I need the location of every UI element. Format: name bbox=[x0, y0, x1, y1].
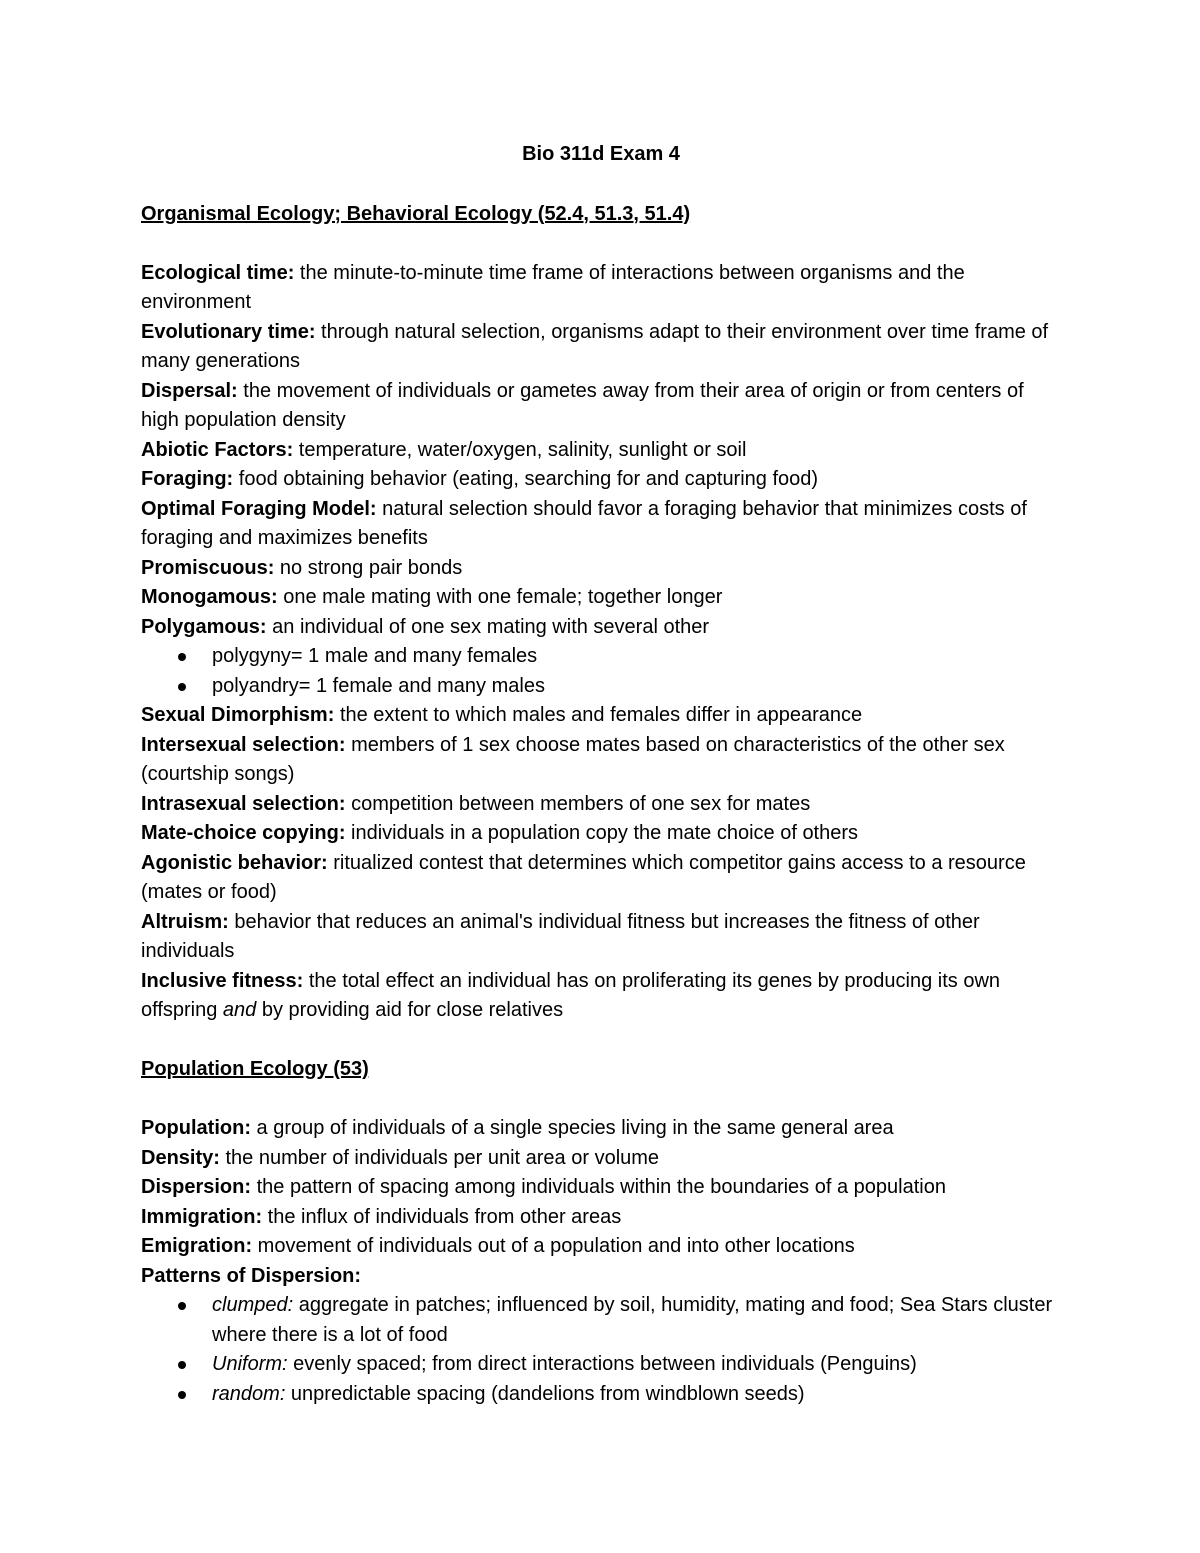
term-definition: members of 1 sex choose mates based on characteristics of the other sex (courtship songs) bbox=[141, 733, 1005, 785]
term-label: Intersexual selection: bbox=[141, 733, 346, 756]
term-label: Intrasexual selection: bbox=[141, 792, 346, 815]
bullet-icon bbox=[178, 683, 186, 691]
term-label: Agonistic behavior: bbox=[141, 851, 328, 874]
term-label: Patterns of Dispersion: bbox=[141, 1264, 362, 1287]
polygamy-bullet-list bbox=[141, 642, 1061, 701]
list-item-text: aggregate in patches; influenced by soil, humidity, mating and food; Sea Stars cluster where there is a lot of food bbox=[212, 1294, 1053, 1346]
term-entry bbox=[141, 1232, 1061, 1262]
term-definition: the minute-to-minute time frame of interactions between organisms and the environment bbox=[141, 261, 965, 313]
term-entry bbox=[141, 1144, 1061, 1174]
term-entry bbox=[141, 1114, 1061, 1144]
list-item-label: random: bbox=[212, 1382, 286, 1405]
term-definition: the influx of individuals from other areas bbox=[262, 1205, 622, 1228]
term-definition: the total effect an individual has on proliferating its genes by producing its own offspring bbox=[141, 969, 1001, 1021]
spacer bbox=[141, 229, 1061, 259]
term-entry bbox=[141, 495, 1061, 554]
term-label: Immigration: bbox=[141, 1205, 263, 1228]
document-title: Bio 311d Exam 4 bbox=[522, 143, 680, 165]
list-item-text: evenly spaced; from direct interactions between individuals (Penguins) bbox=[287, 1353, 917, 1375]
term-label: Optimal Foraging Model: bbox=[141, 497, 377, 520]
term-entry bbox=[141, 819, 1061, 849]
term-definition: movement of individuals out of a population and into other locations bbox=[252, 1235, 855, 1257]
term-entry bbox=[141, 1262, 1061, 1292]
spacer bbox=[141, 1026, 1061, 1056]
term-entry bbox=[141, 790, 1061, 820]
list-item bbox=[141, 1291, 1061, 1350]
document-page bbox=[141, 140, 1061, 1409]
term-definition: the movement of individuals or gametes away from their area of origin or from centers of high population density bbox=[141, 379, 1024, 431]
bullet-icon bbox=[178, 1361, 186, 1369]
term-definition: no strong pair bonds bbox=[274, 556, 463, 579]
term-definition: by providing aid for close relatives bbox=[256, 999, 564, 1021]
term-label: Altruism: bbox=[141, 910, 229, 933]
term-label: Promiscuous: bbox=[141, 556, 275, 579]
list-item bbox=[141, 672, 1061, 702]
term-definition-emphasis: and bbox=[222, 999, 257, 1021]
term-definition: behavior that reduces an animal's individual fitness but increases the fitness of other individuals bbox=[141, 910, 980, 962]
term-definition: temperature, water/oxygen, salinity, sunlight or soil bbox=[293, 438, 747, 461]
term-entry bbox=[141, 583, 1061, 613]
term-entry bbox=[141, 1173, 1061, 1203]
term-label: Emigration: bbox=[141, 1235, 253, 1257]
term-label: Ecological time: bbox=[141, 261, 295, 284]
list-item-text: polyandry= 1 female and many males bbox=[212, 674, 545, 697]
term-definition: a group of individuals of a single species living in the same general area bbox=[250, 1117, 894, 1139]
term-definition: the pattern of spacing among individuals within the boundaries of a population bbox=[251, 1176, 946, 1198]
section-heading-organismal-ecology: Organismal Ecology; Behavioral Ecology (52.4, 51.3, 51.4) bbox=[141, 202, 691, 225]
term-entry bbox=[141, 259, 1061, 318]
term-label: Mate-choice copying: bbox=[141, 822, 346, 844]
term-label: Sexual Dimorphism: bbox=[141, 704, 335, 726]
term-entry bbox=[141, 967, 1061, 1026]
term-label: Polygamous: bbox=[141, 615, 267, 638]
term-label: Dispersion: bbox=[141, 1176, 252, 1198]
term-label: Density: bbox=[141, 1146, 220, 1169]
spacer bbox=[141, 170, 1061, 200]
term-entry bbox=[141, 908, 1061, 967]
term-label: Abiotic Factors: bbox=[141, 438, 294, 461]
term-entry bbox=[141, 465, 1061, 495]
term-label: Inclusive fitness: bbox=[141, 969, 304, 992]
term-label: Foraging: bbox=[141, 468, 234, 490]
term-definition: an individual of one sex mating with several other bbox=[266, 615, 710, 638]
list-item bbox=[141, 642, 1061, 672]
bullet-icon bbox=[178, 1302, 186, 1310]
list-item-label: Uniform: bbox=[212, 1353, 288, 1375]
term-label: Evolutionary time: bbox=[141, 320, 316, 343]
term-entry bbox=[141, 1203, 1061, 1233]
list-item-label: clumped: bbox=[212, 1294, 294, 1316]
term-definition: through natural selection, organisms adapt to their environment over time frame of many generations bbox=[141, 320, 1049, 372]
term-entry bbox=[141, 701, 1061, 731]
term-entry bbox=[141, 731, 1061, 790]
list-item-text: polygyny= 1 male and many females bbox=[212, 645, 538, 667]
term-label: Dispersal: bbox=[141, 379, 238, 402]
bullet-icon bbox=[178, 1391, 186, 1399]
term-definition: the extent to which males and females differ in appearance bbox=[334, 704, 863, 726]
term-definition: the number of individuals per unit area or volume bbox=[219, 1146, 660, 1169]
list-item bbox=[141, 1350, 1061, 1380]
term-entry bbox=[141, 613, 1061, 643]
term-entry bbox=[141, 377, 1061, 436]
section-heading-population-ecology: Population Ecology (53) bbox=[141, 1058, 369, 1080]
term-label: Monogamous: bbox=[141, 586, 278, 608]
term-definition: individuals in a population copy the mate choice of others bbox=[345, 822, 859, 844]
term-definition: ritualized contest that determines which competitor gains access to a resource (mates or food) bbox=[141, 851, 1026, 903]
spacer bbox=[141, 1085, 1061, 1115]
term-entry bbox=[141, 849, 1061, 908]
term-entry bbox=[141, 554, 1061, 584]
list-item bbox=[141, 1380, 1061, 1410]
term-definition: food obtaining behavior (eating, searching for and capturing food) bbox=[233, 468, 819, 490]
term-entry bbox=[141, 436, 1061, 466]
term-definition: competition between members of one sex for mates bbox=[345, 792, 811, 815]
bullet-icon bbox=[178, 653, 186, 661]
term-label: Population: bbox=[141, 1117, 251, 1139]
dispersion-bullet-list bbox=[141, 1291, 1061, 1409]
list-item-text: unpredictable spacing (dandelions from windblown seeds) bbox=[285, 1382, 805, 1405]
term-entry bbox=[141, 318, 1061, 377]
term-definition: natural selection should favor a foraging behavior that minimizes costs of foraging and maximizes benefits bbox=[141, 497, 1027, 549]
term-definition: one male mating with one female; together longer bbox=[277, 586, 723, 608]
